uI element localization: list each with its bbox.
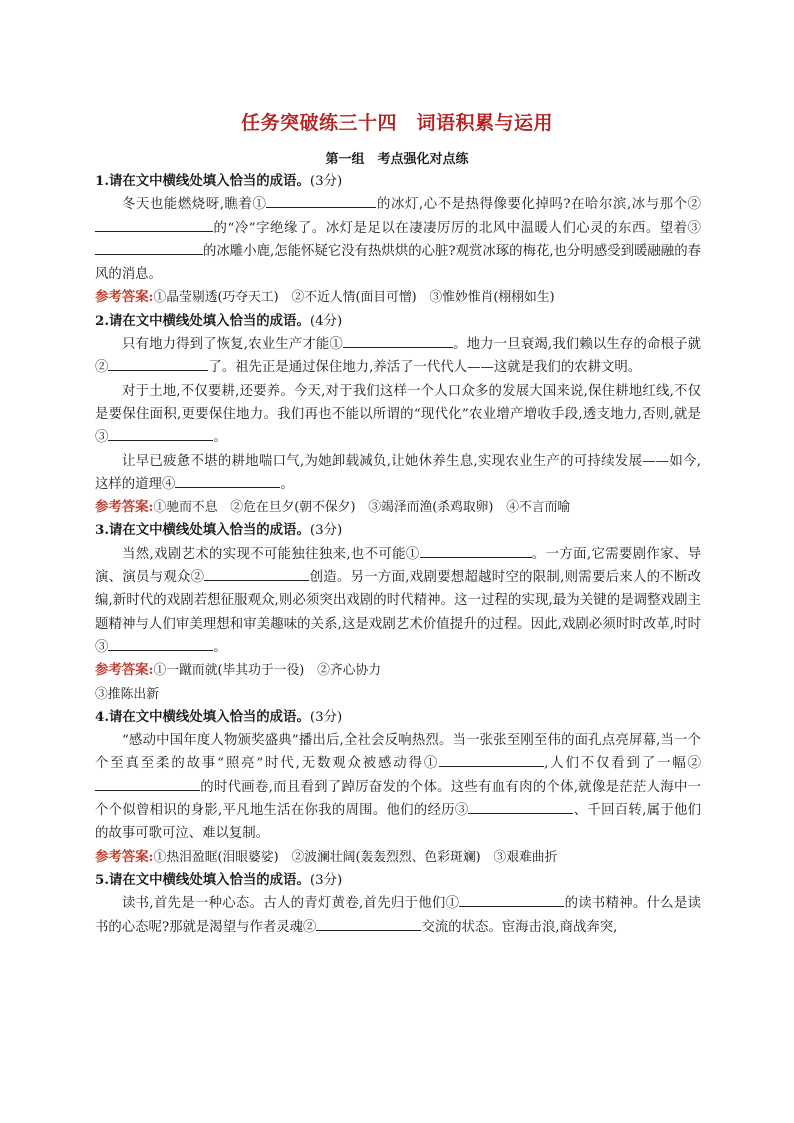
answer-blank[interactable]	[108, 636, 213, 651]
passage-text: 当然,戏剧艺术的实现不可能独往独来,也不可能	[122, 546, 406, 562]
blank-marker: ③	[95, 639, 109, 655]
question-number: 4.	[95, 708, 109, 725]
question-number: 1.	[95, 173, 109, 189]
answer-blank[interactable]	[420, 543, 532, 558]
question-3-answer-continued: ③推陈出新	[95, 686, 159, 702]
question-2-answer	[95, 496, 701, 519]
blank-marker: ①	[445, 896, 460, 912]
question-3-heading	[95, 519, 701, 542]
question-stem: 请在文中横线处填入恰当的成语。	[108, 312, 310, 329]
answer-label: 参考答案:	[95, 848, 154, 865]
section-subtitle: 第一组 考点强化对点练	[325, 152, 469, 167]
question-stem: 请在文中横线处填入恰当的成语。	[108, 708, 310, 725]
blank-marker: ②	[687, 756, 701, 772]
answer-blank[interactable]	[439, 752, 544, 767]
question-stem: 请在文中横线处填入恰当的成语。	[108, 871, 310, 888]
answer-text: ①热泪盈眶(泪眼婆娑) ②波澜壮阔(轰轰烈烈、色彩斑斓) ③艰难曲折	[153, 849, 558, 865]
blank-marker: ③	[687, 220, 701, 236]
answer-label: 参考答案:	[95, 289, 154, 306]
question-1-answer	[95, 286, 701, 309]
passage-text: 的时代画卷,而且看到了踔厉奋发的个体。这些有血有肉的个体,就像是茫茫人海中一个个似曾相识的身影,平凡地生活在你我的周围。他们的经历	[95, 779, 701, 819]
answer-text: ①一蹴而就(毕其功于一役) ②齐心协力	[153, 663, 382, 679]
passage-text: 对于土地,不仅要耕,还要养。今天,对于我们这样一个人口众多的发展大国来说,保住耕地红线,不仅是要保住面积,更要保住地力。我们再也不能以所谓的“现代化”农业增产增收手段,透支地力,否则,就是	[95, 383, 701, 422]
blank-marker: ②	[303, 919, 317, 935]
question-3-answer	[95, 659, 701, 682]
question-2-heading	[95, 310, 701, 333]
passage-text: 让早已疲惫不堪的耕地喘口气,为她卸载减负,让她休养生息,实现农业生产的可持续发展——如今,这样的道理	[95, 453, 701, 492]
blank-marker: ③	[95, 430, 109, 446]
answer-blank[interactable]	[266, 193, 376, 208]
passage-text: 、千回百转,属于他们的故事可歌可泣、难以复制。	[95, 803, 701, 842]
passage-text: 。	[280, 476, 294, 492]
blank-marker: ④	[161, 476, 176, 492]
question-3-passage	[95, 543, 701, 659]
question-number: 2.	[95, 312, 109, 329]
passage-text: 。	[213, 430, 227, 446]
passage-text: 冬天也能燃烧呀,瞧着	[122, 197, 253, 213]
question-5-heading	[95, 869, 701, 892]
blank-marker: ①	[252, 197, 267, 213]
question-2-passage-2	[95, 380, 701, 450]
question-5-passage	[95, 892, 701, 939]
passage-text: 的冰雕小鹿,怎能怀疑它没有热烘烘的心脏?观赏冰琢的梅花,也分明感受到暖融融的春风的消息。	[95, 243, 701, 283]
blank-marker: ①	[329, 337, 343, 353]
question-4-heading	[95, 706, 701, 729]
blank-marker: ③	[454, 803, 469, 819]
passage-text: 创造。另一方面,戏剧要想超越时空的限制,则需要后来人的不断改编,新时代的戏剧若想征服观众,则必须突出戏剧的时代精神。这一过程的实现,最为关键的是调整戏剧主题精神与人们审美理想和审美趣味的关系,这是戏剧艺术价值提升的过程。因此,戏剧必须时时改革,时时	[95, 570, 702, 632]
blank-marker: ②	[687, 197, 701, 213]
answer-blank[interactable]	[95, 776, 200, 791]
blank-marker: ②	[190, 570, 205, 586]
answer-text: ①驰而不息 ②危在旦夕(朝不保夕) ③竭泽而渔(杀鸡取卵) ④不言而喻	[153, 500, 571, 516]
question-number: 3.	[95, 522, 109, 539]
passage-text: 了。祖先正是通过保住地力,养活了一代代人——这就是我们的农耕文明。	[208, 360, 642, 376]
question-2-passage-3	[95, 450, 701, 497]
question-1-heading	[95, 170, 701, 193]
answer-text: ①晶莹剔透(巧夺天工) ②不近人情(面目可憎) ③惟妙惟肖(栩栩如生)	[153, 290, 555, 306]
question-points: (3分)	[309, 523, 343, 539]
answer-blank[interactable]	[468, 799, 573, 814]
question-4-passage	[95, 729, 701, 845]
question-points: (3分)	[309, 872, 343, 888]
answer-label: 参考答案:	[95, 499, 154, 516]
answer-blank[interactable]	[459, 892, 564, 907]
answer-blank[interactable]	[316, 916, 421, 931]
blank-marker: ①	[405, 546, 420, 562]
passage-text: 的冰灯,心不是热得像要化掉吗?在哈尔滨,冰与那个	[376, 197, 688, 213]
answer-blank[interactable]	[343, 333, 453, 348]
question-points: (3分)	[309, 709, 343, 725]
question-points: (3分)	[309, 174, 343, 189]
question-2-passage-1	[95, 333, 701, 380]
passage-text: 只有地力得到了恢复,农业生产才能	[122, 337, 330, 353]
passage-text: 交流的状态。宦海击浪,商战奔突,	[421, 919, 618, 935]
answer-blank[interactable]	[108, 426, 213, 441]
question-4-answer	[95, 846, 701, 869]
question-number: 5.	[95, 871, 109, 888]
answer-blank[interactable]	[95, 240, 203, 255]
answer-blank[interactable]	[108, 356, 208, 371]
question-1-passage	[95, 193, 701, 286]
question-stem: 请在文中横线处填入恰当的成语。	[108, 522, 310, 539]
passage-text: “感动中国年度人物颁奖盛典”播出后,全社会反响热烈。当一张张至刚至伟的面孔点亮屏幕,当一个个至真至柔的故事“照亮”时代,无数观众被感动得	[95, 733, 701, 772]
content-body	[95, 170, 701, 939]
answer-blank[interactable]	[204, 566, 309, 581]
passage-text: 。地力一旦衰竭,我们赖以生存的命根子就	[452, 337, 701, 353]
answer-blank[interactable]	[95, 217, 213, 232]
blank-marker: ①	[423, 756, 440, 772]
passage-text: 。	[213, 639, 227, 655]
passage-text: ,人们不仅看到了一幅	[544, 756, 688, 772]
passage-text: 的“冷”字绝缘了。冰灯是足以在凄凄厉厉的北风中温暖人们心灵的东西。望着	[213, 220, 688, 236]
passage-text: 读书,首先是一种心态。古人的青灯黄卷,首先归于他们	[122, 896, 446, 912]
passage-text: 。一方面,它需要剧作家、导演、演员与观众	[95, 546, 701, 586]
question-stem: 请在文中横线处填入恰当的成语。	[108, 173, 310, 189]
answer-blank[interactable]	[175, 473, 280, 488]
answer-label: 参考答案:	[95, 662, 154, 679]
passage-text: 的读书精神。什么是读书的心态呢?那就是渴望与作者灵魂	[95, 896, 702, 935]
question-points: (4分)	[309, 313, 343, 329]
page-title: 任务突破练三十四 词语积累与运用	[240, 112, 553, 134]
blank-marker: ②	[95, 360, 109, 376]
